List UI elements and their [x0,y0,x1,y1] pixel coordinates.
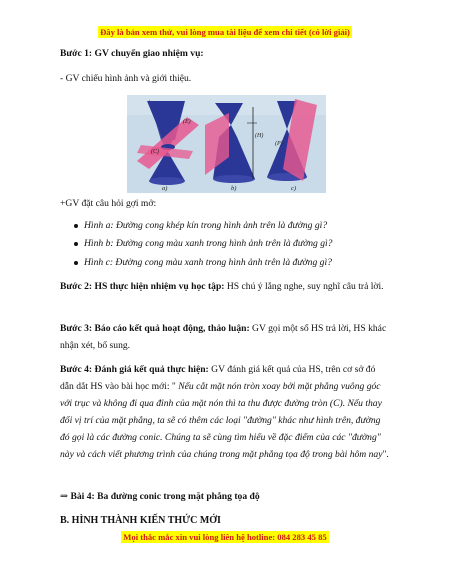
step4-heading: Bước 4: Đánh giá kết quả thực hiện: [60,364,209,375]
arrow-icon: ⇒ [60,491,69,502]
step2-heading: Bước 2: HS thực hiện nhiệm vụ học tập: [60,281,225,292]
label-H: (H) [255,133,264,139]
hint-item-c: Hình c: Đường cong màu xanh trong hình ảnh trên là đường gì? [60,254,390,272]
panel-label-a: a) [162,185,168,192]
hint-list [60,217,390,272]
section-b-heading: B. HÌNH THÀNH KIẾN THỨC MỚI [60,515,221,526]
step4-paragraph [60,361,390,463]
step1-heading: Bước 1: GV chuyển giao nhiệm vụ: [60,48,204,59]
panel-label-c: c) [291,185,297,192]
hint-item-b: Hình b: Đường cong màu xanh trong hình ảnh trên là đường gì? [60,235,390,253]
label-E: (E) [183,119,191,125]
hotline-text: Mọi thắc mắc xin vui lòng liên hệ hotline: 084 283 45 85 [123,532,327,542]
hotline-banner [0,532,450,542]
lesson-line [60,488,390,505]
step4-end: ". [382,449,389,460]
prompt-line: +GV đặt câu hỏi gợi mở: [60,198,157,209]
step3-text: GV gọi một số HS trả lời, HS khác nhận xét, bổ sung. [60,323,387,351]
conic-sections-figure [127,95,326,193]
preview-notice-text: Đây là bản xem thử, vui lòng mua tài liệu để xem chi tiết (có lời giải) [100,27,350,37]
step4-text: GV đánh giá kết quả của HS, trên cơ sở đó dẫn dắt HS vào bài học mới: " [60,364,376,392]
preview-notice-banner [0,27,450,37]
step2-paragraph [60,278,390,295]
step4-quote: Nếu cắt mặt nón tròn xoay bởi mặt phẳng vuông góc với trục và không đi qua đỉnh của mặt nón thì ta thu được đường tròn (C). Nếu thay đổi vị trí của mặt phẳng, ta sẽ có thêm các loại "đường" khác như hình trên, đường đó gọi là các đường conic. Chúng ta sẽ cùng tìm hiểu về đặc điểm của các "đường" này và cách viết phương trình của chúng trong mặt phẳng tọa độ trong bài hôm nay [60,381,383,460]
step3-paragraph [60,320,390,354]
step1-line: - GV chiếu hình ảnh và giới thiệu. [60,73,192,84]
panel-label-b: b) [231,185,237,192]
label-P: (P) [275,141,283,147]
hint-item-a: Hình a: Đường cong khép kín trong hình ảnh trên là đường gì? [60,217,390,235]
step3-heading: Bước 3: Báo cáo kết quả hoạt động, thảo luận: [60,323,250,334]
step2-text: HS chú ý lắng nghe, suy nghĩ câu trả lời. [224,281,384,292]
label-C: (C) [151,149,159,155]
lesson-title: Bài 4: Ba đường conic trong mặt phẳng tọa độ [70,491,260,502]
